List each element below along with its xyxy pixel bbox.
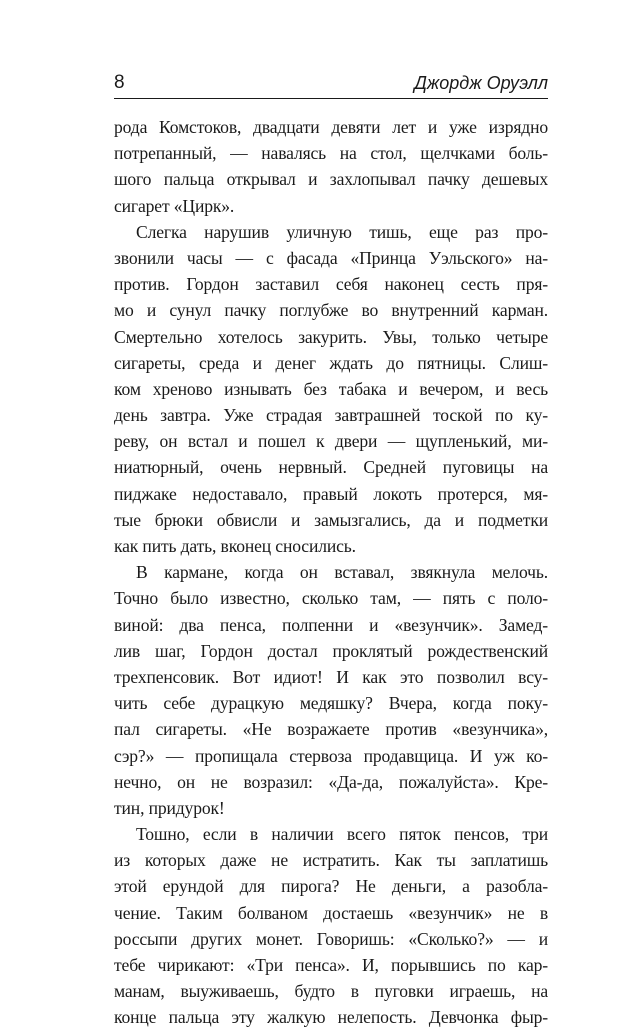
body-text [114,114,548,1031]
text-line: потрепанный, — навалясь на стол, щелчками боль- [114,143,548,164]
text-line: ниатюрный, очень нервный. Средней пуговицы на [114,457,548,478]
text-line: манам, выуживаешь, будто в пуговки играешь, на [114,981,548,1002]
text-line: трехпенсовик. Вот идиот! И как это позволил всу- [114,666,548,687]
text-line: шого пальца открывал и захлопывал пачку дешевых [114,169,548,190]
text-line: Слегка нарушив уличную тишь, еще раз про- [136,221,548,242]
text-line: нечно, он не возразил: «Да-да, пожалуйста». Кре- [114,771,548,792]
text-line: тебе чирикают: «Три пенса». И, порывшись по кар- [114,955,548,975]
text-line: как пить дать, вконец сносились. [114,536,356,556]
text-line: день завтра. Уже страдая завтрашней тоской по ку- [114,405,548,426]
text-line: виной: два пенса, полпенни и «везунчик». Замед- [114,614,548,635]
text-line: сэр?» — пропищала стервоза продавщица. И уж ко- [114,745,548,766]
page-header [114,70,548,100]
text-line: этой ерундой для пирога? Не деньги, а разобла- [114,876,548,897]
text-line: против. Гордон заставил себя наконец сесть пря- [114,274,548,295]
text-line: пал сигареты. «Не возражаете против «везунчика», [114,719,548,740]
text-line: В кармане, когда он вставал, звякнула мелочь. [136,562,548,583]
text-line: Точно было известно, сколько там, — пять с поло- [114,588,548,609]
text-line: реву, он встал и пошел к двери — щупленький, ми- [114,431,548,452]
text-line: конце пальца эту жалкую нелепость. Девчонка фыр- [114,1007,548,1028]
text-line: сигарет «Цирк». [114,195,235,216]
text-line: мо и сунул пачку поглубже во внутренний карман. [114,300,548,321]
text-line: чение. Таким болваном достаешь «везунчик» не в [114,902,548,923]
text-line: тин, придурок! [114,797,225,818]
text-line: рода Комстоков, двадцати девяти лет и уже изрядно [114,117,548,137]
text-line: Смертельно хотелось закурить. Увы, только четыре [114,326,548,347]
text-line: пиджаке недоставало, правый локоть протерся, мя- [114,483,548,504]
text-line: лив шаг, Гордон достал проклятый рождественский [114,640,548,661]
text-line: сигареты, среда и денег ждать до пятницы. Слиш- [114,352,548,373]
running-title: Джордж Оруэлл [414,73,548,93]
text-line: тые брюки обвисли и замызгались, да и подметки [114,509,548,530]
text-line: россыпи других монет. Говоришь: «Сколько?» — и [114,928,548,949]
page-number: 8 [114,72,125,93]
text-line: из которых даже не истратить. Как ты заплатишь [114,850,548,871]
text-line: ком хреново изнывать без табака и вечером, и весь [114,378,548,399]
text-line: Тошно, если в наличии всего пяток пенсов, три [136,824,548,845]
text-line: чить себе дурацкую медяшку? Вчера, когда поку- [114,693,548,714]
header-rule [114,98,548,99]
text-line: звонили часы — с фасада «Принца Уэльского» на- [114,247,548,268]
